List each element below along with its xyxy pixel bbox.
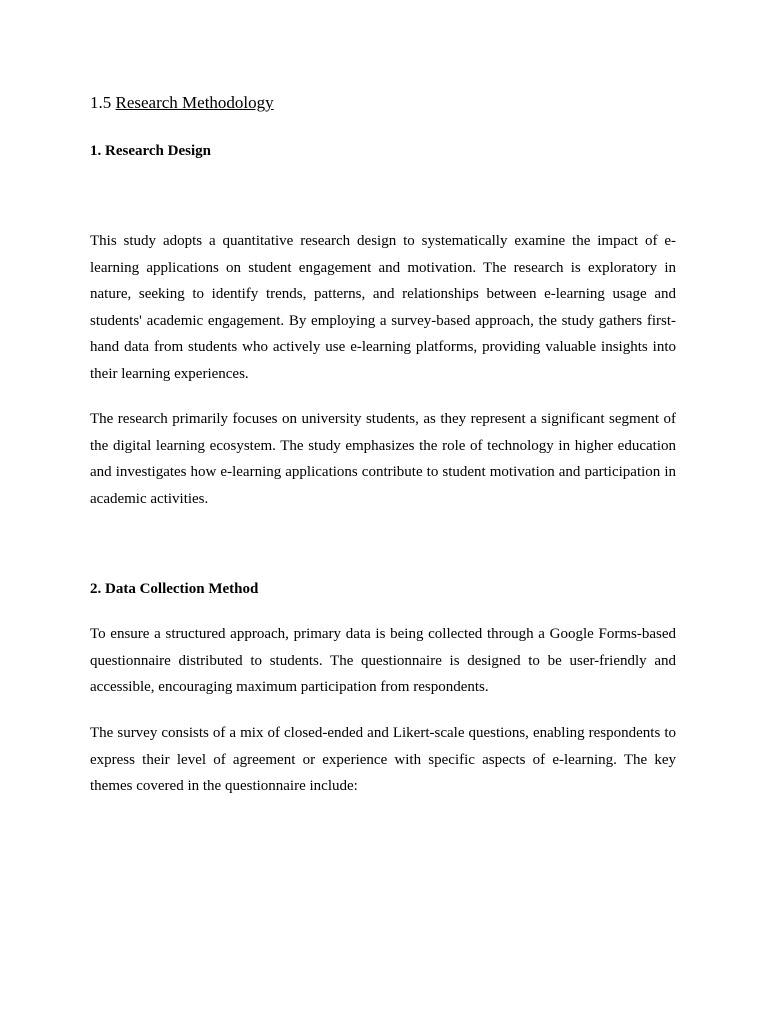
data-collection-paragraph-2: The survey consists of a mix of closed-ended and Likert-scale questions, enabling respondents to express their level of agreement or experience with specific aspects of e-learning. The key themes covered in the questionnaire include: xyxy=(90,725,676,795)
section-title: Research Methodology xyxy=(115,93,274,112)
research-design-paragraph-2: The research primarily focuses on university students, as they represent a significant segment of the digital learning ecosystem. The study emphasizes the role of technology in higher education and investigates how e-learning applications contribute to student motivation and participation in academic activities. xyxy=(90,411,676,507)
research-design-paragraph-1: This study adopts a quantitative research design to systematically examine the impact of e-learning applications on student engagement and motivation. The research is exploratory in nature, seeking to identify trends, patterns, and relationships between e-learning usage and students' academic engagement. By employing a survey-based approach, the study gathers first-hand data from students who actively use e-learning platforms, providing valuable insights into their learning experiences. xyxy=(90,233,676,382)
research-design-heading: 1. Research Design xyxy=(90,143,211,159)
data-collection-heading: 2. Data Collection Method xyxy=(90,581,259,597)
section-heading xyxy=(90,92,274,114)
data-collection-paragraph-1: To ensure a structured approach, primary data is being collected through a Google Forms-based questionnaire distributed to students. The questionnaire is designed to be user-friendly and accessible, encouraging maximum participation from respondents. xyxy=(90,626,676,696)
section-number: 1.5 xyxy=(90,93,116,112)
